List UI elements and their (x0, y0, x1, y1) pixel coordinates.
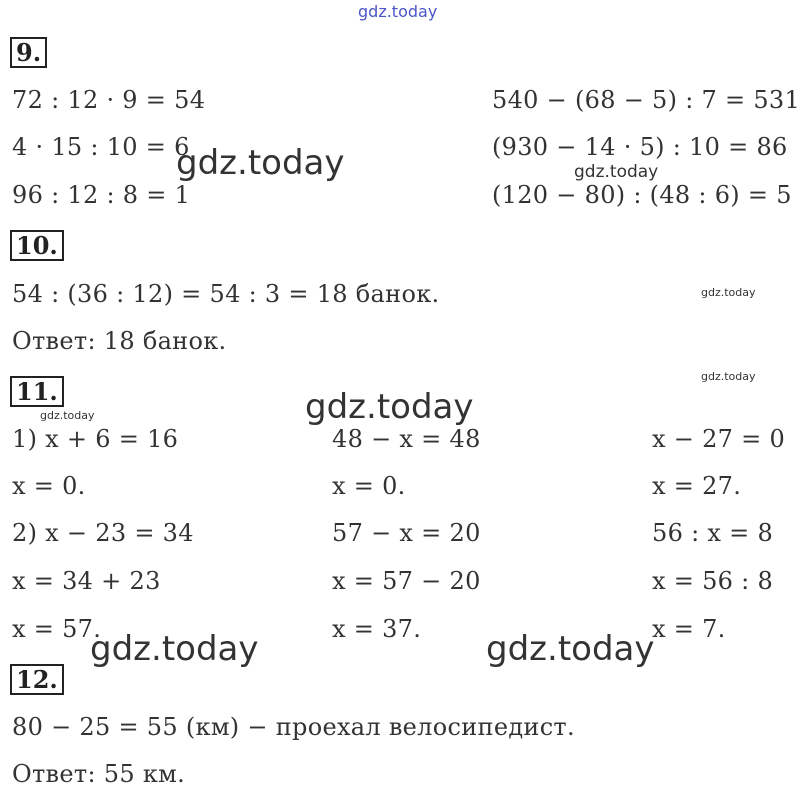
watermark: gdz.today (701, 286, 756, 299)
task-9-number: 9. (10, 37, 47, 68)
watermark: gdz.today (305, 387, 474, 427)
watermark: gdz.today (574, 162, 659, 182)
task-11-col3-row2: x = 27. (652, 472, 742, 500)
task-9-left-3: 96 : 12 : 8 = 1 (12, 181, 191, 209)
task-11-col1-row4: x = 34 + 23 (12, 567, 161, 595)
task-11-col2-row2: x = 0. (332, 472, 406, 500)
watermark-top: gdz.today (358, 2, 438, 21)
watermark: gdz.today (486, 629, 655, 669)
task-11-col3-row4: x = 56 : 8 (652, 567, 774, 595)
task-9-right-2: (930 − 14 · 5) : 10 = 86 (492, 133, 788, 161)
task-10-answer: Ответ: 18 банок. (12, 327, 227, 355)
task-11-col1-row5: x = 57. (12, 615, 102, 643)
task-11-col1-row2: x = 0. (12, 472, 86, 500)
task-11-col3-row1: x − 27 = 0 (652, 425, 786, 453)
task-9-right-3: (120 − 80) : (48 : 6) = 5 (492, 181, 792, 209)
task-10-number: 10. (10, 230, 64, 261)
task-11-number: 11. (10, 376, 64, 407)
task-11-col3-row3: 56 : x = 8 (652, 519, 774, 547)
watermark: gdz.today (40, 409, 95, 422)
task-11-col1-row3: 2) x − 23 = 34 (12, 519, 194, 547)
task-9-right-1: 540 − (68 − 5) : 7 = 531 (492, 86, 801, 114)
task-11-col2-row1: 48 − x = 48 (332, 425, 481, 453)
task-9-left-1: 72 : 12 · 9 = 54 (12, 86, 206, 114)
task-11-col3-row5: x = 7. (652, 615, 726, 643)
watermark: gdz.today (701, 370, 756, 383)
watermark: gdz.today (176, 143, 345, 183)
watermark: gdz.today (90, 629, 259, 669)
task-11-col2-row3: 57 − x = 20 (332, 519, 481, 547)
task-9-left-2: 4 · 15 : 10 = 6 (12, 133, 190, 161)
task-12-solution: 80 − 25 = 55 (км) − проехал велосипедист. (12, 713, 575, 741)
task-11-col1-row1: 1) x + 6 = 16 (12, 425, 179, 453)
task-10-solution: 54 : (36 : 12) = 54 : 3 = 18 банок. (12, 280, 440, 308)
task-12-answer: Ответ: 55 км. (12, 760, 186, 788)
task-11-col2-row5: x = 37. (332, 615, 422, 643)
task-12-number: 12. (10, 664, 64, 695)
task-11-col2-row4: x = 57 − 20 (332, 567, 481, 595)
